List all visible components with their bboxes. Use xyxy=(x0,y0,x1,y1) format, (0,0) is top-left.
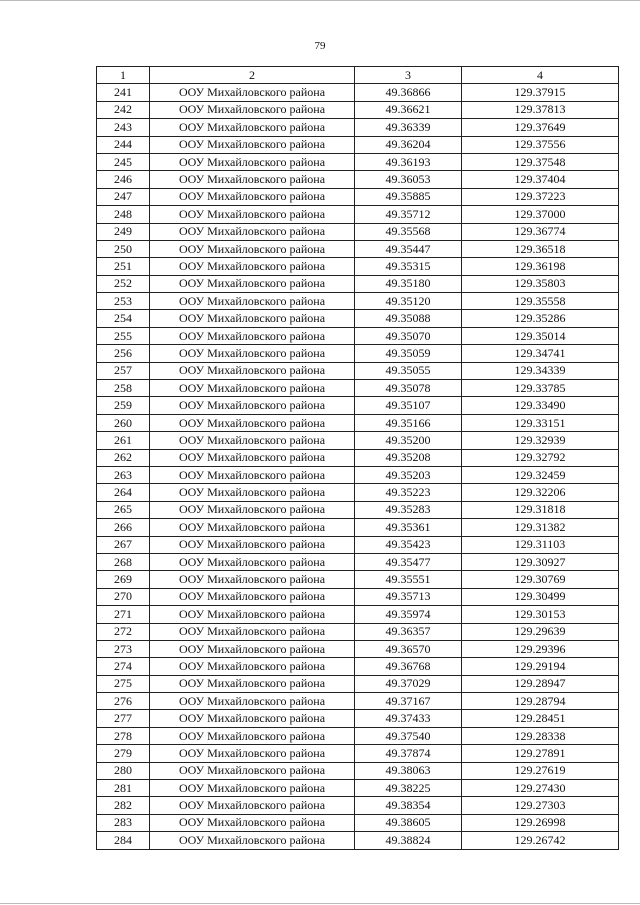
row-number-cell: 249 xyxy=(97,223,150,240)
latitude-cell: 49.38605 xyxy=(355,814,462,831)
latitude-cell: 49.36621 xyxy=(355,101,462,118)
organization-cell: ООУ Михайловского района xyxy=(150,536,355,553)
row-number-cell: 255 xyxy=(97,327,150,344)
latitude-cell: 49.35223 xyxy=(355,484,462,501)
table-row xyxy=(97,414,619,431)
organization-cell: ООУ Михайловского района xyxy=(150,119,355,136)
longitude-cell: 129.34339 xyxy=(462,362,619,379)
row-number-cell: 278 xyxy=(97,727,150,744)
table-row xyxy=(97,745,619,762)
latitude-cell: 49.38225 xyxy=(355,780,462,797)
row-number-cell: 243 xyxy=(97,119,150,136)
table-row xyxy=(97,327,619,344)
latitude-cell: 49.36570 xyxy=(355,640,462,657)
latitude-cell: 49.36204 xyxy=(355,136,462,153)
latitude-cell: 49.35120 xyxy=(355,293,462,310)
table-row xyxy=(97,571,619,588)
organization-cell: ООУ Михайловского района xyxy=(150,414,355,431)
row-number-cell: 245 xyxy=(97,153,150,170)
row-number-cell: 280 xyxy=(97,762,150,779)
table-row xyxy=(97,501,619,518)
longitude-cell: 129.28451 xyxy=(462,710,619,727)
organization-cell: ООУ Михайловского района xyxy=(150,171,355,188)
organization-cell: ООУ Михайловского района xyxy=(150,588,355,605)
organization-cell: ООУ Михайловского района xyxy=(150,136,355,153)
table-row xyxy=(97,206,619,223)
table-row xyxy=(97,223,619,240)
column-header: 1 xyxy=(97,67,150,84)
longitude-cell: 129.32459 xyxy=(462,466,619,483)
organization-cell: ООУ Михайловского района xyxy=(150,466,355,483)
longitude-cell: 129.30153 xyxy=(462,606,619,623)
latitude-cell: 49.35070 xyxy=(355,327,462,344)
latitude-cell: 49.36193 xyxy=(355,153,462,170)
row-number-cell: 263 xyxy=(97,466,150,483)
latitude-cell: 49.37540 xyxy=(355,727,462,744)
organization-cell: ООУ Михайловского района xyxy=(150,397,355,414)
scan-edge-top xyxy=(0,0,640,1)
row-number-cell: 253 xyxy=(97,293,150,310)
organization-cell: ООУ Михайловского района xyxy=(150,101,355,118)
latitude-cell: 49.35107 xyxy=(355,397,462,414)
organization-cell: ООУ Михайловского района xyxy=(150,780,355,797)
longitude-cell: 129.37000 xyxy=(462,206,619,223)
table-row xyxy=(97,101,619,118)
row-number-cell: 260 xyxy=(97,414,150,431)
longitude-cell: 129.37813 xyxy=(462,101,619,118)
latitude-cell: 49.37874 xyxy=(355,745,462,762)
organization-cell: ООУ Михайловского района xyxy=(150,223,355,240)
table-body xyxy=(97,84,619,849)
table-row xyxy=(97,814,619,831)
longitude-cell: 129.32206 xyxy=(462,484,619,501)
organization-cell: ООУ Михайловского района xyxy=(150,832,355,849)
table-row xyxy=(97,675,619,692)
organization-cell: ООУ Михайловского района xyxy=(150,275,355,292)
organization-cell: ООУ Михайловского района xyxy=(150,519,355,536)
latitude-cell: 49.37167 xyxy=(355,693,462,710)
organization-cell: ООУ Михайловского района xyxy=(150,240,355,257)
latitude-cell: 49.35166 xyxy=(355,414,462,431)
latitude-cell: 49.36357 xyxy=(355,623,462,640)
latitude-cell: 49.35712 xyxy=(355,206,462,223)
organization-cell: ООУ Михайловского района xyxy=(150,362,355,379)
latitude-cell: 49.38824 xyxy=(355,832,462,849)
latitude-cell: 49.38063 xyxy=(355,762,462,779)
table-row xyxy=(97,310,619,327)
page-number: 79 xyxy=(314,40,326,52)
row-number-cell: 246 xyxy=(97,171,150,188)
latitude-cell: 49.35551 xyxy=(355,571,462,588)
row-number-cell: 266 xyxy=(97,519,150,536)
table-row xyxy=(97,293,619,310)
longitude-cell: 129.31818 xyxy=(462,501,619,518)
row-number-cell: 275 xyxy=(97,675,150,692)
table-row xyxy=(97,275,619,292)
longitude-cell: 129.31103 xyxy=(462,536,619,553)
table-row xyxy=(97,258,619,275)
organization-cell: ООУ Михайловского района xyxy=(150,727,355,744)
longitude-cell: 129.28947 xyxy=(462,675,619,692)
organization-cell: ООУ Михайловского района xyxy=(150,640,355,657)
table-row xyxy=(97,640,619,657)
table-row xyxy=(97,397,619,414)
table-row xyxy=(97,832,619,849)
table-row xyxy=(97,171,619,188)
table-row xyxy=(97,432,619,449)
longitude-cell: 129.28338 xyxy=(462,727,619,744)
longitude-cell: 129.37223 xyxy=(462,188,619,205)
organization-cell: ООУ Михайловского района xyxy=(150,623,355,640)
organization-cell: ООУ Михайловского района xyxy=(150,762,355,779)
table-header-row xyxy=(97,67,619,84)
table-row xyxy=(97,84,619,101)
longitude-cell: 129.36198 xyxy=(462,258,619,275)
table-row xyxy=(97,188,619,205)
organization-cell: ООУ Михайловского района xyxy=(150,658,355,675)
longitude-cell: 129.29639 xyxy=(462,623,619,640)
organization-cell: ООУ Михайловского района xyxy=(150,797,355,814)
latitude-cell: 49.35447 xyxy=(355,240,462,257)
organization-cell: ООУ Михайловского района xyxy=(150,553,355,570)
latitude-cell: 49.36768 xyxy=(355,658,462,675)
table-row xyxy=(97,362,619,379)
longitude-cell: 129.35558 xyxy=(462,293,619,310)
organization-cell: ООУ Михайловского района xyxy=(150,345,355,362)
row-number-cell: 256 xyxy=(97,345,150,362)
organization-cell: ООУ Михайловского района xyxy=(150,675,355,692)
organization-cell: ООУ Михайловского района xyxy=(150,310,355,327)
table-row xyxy=(97,449,619,466)
longitude-cell: 129.34741 xyxy=(462,345,619,362)
table-row xyxy=(97,762,619,779)
organization-cell: ООУ Михайловского района xyxy=(150,84,355,101)
organization-cell: ООУ Михайловского района xyxy=(150,293,355,310)
longitude-cell: 129.32939 xyxy=(462,432,619,449)
row-number-cell: 277 xyxy=(97,710,150,727)
row-number-cell: 258 xyxy=(97,380,150,397)
table-row xyxy=(97,710,619,727)
table-row xyxy=(97,606,619,623)
row-number-cell: 242 xyxy=(97,101,150,118)
longitude-cell: 129.27619 xyxy=(462,762,619,779)
latitude-cell: 49.35180 xyxy=(355,275,462,292)
longitude-cell: 129.37649 xyxy=(462,119,619,136)
table-row xyxy=(97,623,619,640)
row-number-cell: 272 xyxy=(97,623,150,640)
column-header: 4 xyxy=(462,67,619,84)
table-row xyxy=(97,536,619,553)
table-row xyxy=(97,797,619,814)
row-number-cell: 283 xyxy=(97,814,150,831)
row-number-cell: 276 xyxy=(97,693,150,710)
row-number-cell: 254 xyxy=(97,310,150,327)
longitude-cell: 129.31382 xyxy=(462,519,619,536)
table-row xyxy=(97,693,619,710)
row-number-cell: 244 xyxy=(97,136,150,153)
latitude-cell: 49.35088 xyxy=(355,310,462,327)
longitude-cell: 129.27430 xyxy=(462,780,619,797)
latitude-cell: 49.35315 xyxy=(355,258,462,275)
table-row xyxy=(97,240,619,257)
organization-cell: ООУ Михайловского района xyxy=(150,710,355,727)
organization-cell: ООУ Михайловского района xyxy=(150,449,355,466)
scan-edge-bottom xyxy=(0,903,640,904)
longitude-cell: 129.33490 xyxy=(462,397,619,414)
latitude-cell: 49.35713 xyxy=(355,588,462,605)
row-number-cell: 248 xyxy=(97,206,150,223)
latitude-cell: 49.36866 xyxy=(355,84,462,101)
table-row xyxy=(97,727,619,744)
latitude-cell: 49.35974 xyxy=(355,606,462,623)
organization-cell: ООУ Михайловского района xyxy=(150,153,355,170)
organization-cell: ООУ Михайловского района xyxy=(150,814,355,831)
row-number-cell: 281 xyxy=(97,780,150,797)
latitude-cell: 49.36053 xyxy=(355,171,462,188)
longitude-cell: 129.36518 xyxy=(462,240,619,257)
table-row xyxy=(97,588,619,605)
longitude-cell: 129.30499 xyxy=(462,588,619,605)
row-number-cell: 267 xyxy=(97,536,150,553)
longitude-cell: 129.37548 xyxy=(462,153,619,170)
table-row xyxy=(97,345,619,362)
latitude-cell: 49.35885 xyxy=(355,188,462,205)
organization-cell: ООУ Михайловского района xyxy=(150,206,355,223)
row-number-cell: 284 xyxy=(97,832,150,849)
latitude-cell: 49.35078 xyxy=(355,380,462,397)
longitude-cell: 129.26998 xyxy=(462,814,619,831)
organization-cell: ООУ Михайловского района xyxy=(150,432,355,449)
table-row xyxy=(97,466,619,483)
organization-cell: ООУ Михайловского района xyxy=(150,606,355,623)
longitude-cell: 129.35014 xyxy=(462,327,619,344)
table-row xyxy=(97,119,619,136)
longitude-cell: 129.35803 xyxy=(462,275,619,292)
longitude-cell: 129.29396 xyxy=(462,640,619,657)
row-number-cell: 257 xyxy=(97,362,150,379)
latitude-cell: 49.37029 xyxy=(355,675,462,692)
row-number-cell: 269 xyxy=(97,571,150,588)
row-number-cell: 282 xyxy=(97,797,150,814)
longitude-cell: 129.30769 xyxy=(462,571,619,588)
table-row xyxy=(97,519,619,536)
organization-cell: ООУ Михайловского района xyxy=(150,188,355,205)
coordinates-table xyxy=(96,66,619,850)
longitude-cell: 129.30927 xyxy=(462,553,619,570)
row-number-cell: 268 xyxy=(97,553,150,570)
row-number-cell: 270 xyxy=(97,588,150,605)
table-row xyxy=(97,380,619,397)
row-number-cell: 251 xyxy=(97,258,150,275)
organization-cell: ООУ Михайловского района xyxy=(150,327,355,344)
table-row xyxy=(97,153,619,170)
longitude-cell: 129.35286 xyxy=(462,310,619,327)
longitude-cell: 129.37404 xyxy=(462,171,619,188)
row-number-cell: 247 xyxy=(97,188,150,205)
longitude-cell: 129.37915 xyxy=(462,84,619,101)
longitude-cell: 129.37556 xyxy=(462,136,619,153)
organization-cell: ООУ Михайловского района xyxy=(150,693,355,710)
organization-cell: ООУ Михайловского района xyxy=(150,571,355,588)
row-number-cell: 273 xyxy=(97,640,150,657)
latitude-cell: 49.36339 xyxy=(355,119,462,136)
organization-cell: ООУ Михайловского района xyxy=(150,380,355,397)
row-number-cell: 250 xyxy=(97,240,150,257)
longitude-cell: 129.33785 xyxy=(462,380,619,397)
latitude-cell: 49.35423 xyxy=(355,536,462,553)
longitude-cell: 129.29194 xyxy=(462,658,619,675)
row-number-cell: 279 xyxy=(97,745,150,762)
organization-cell: ООУ Михайловского района xyxy=(150,484,355,501)
latitude-cell: 49.35568 xyxy=(355,223,462,240)
table-row xyxy=(97,658,619,675)
longitude-cell: 129.36774 xyxy=(462,223,619,240)
row-number-cell: 252 xyxy=(97,275,150,292)
longitude-cell: 129.26742 xyxy=(462,832,619,849)
longitude-cell: 129.28794 xyxy=(462,693,619,710)
latitude-cell: 49.35055 xyxy=(355,362,462,379)
organization-cell: ООУ Михайловского района xyxy=(150,258,355,275)
row-number-cell: 265 xyxy=(97,501,150,518)
organization-cell: ООУ Михайловского района xyxy=(150,745,355,762)
table-row xyxy=(97,136,619,153)
row-number-cell: 274 xyxy=(97,658,150,675)
organization-cell: ООУ Михайловского района xyxy=(150,501,355,518)
row-number-cell: 264 xyxy=(97,484,150,501)
column-header: 2 xyxy=(150,67,355,84)
latitude-cell: 49.38354 xyxy=(355,797,462,814)
table-row xyxy=(97,553,619,570)
table-row xyxy=(97,484,619,501)
latitude-cell: 49.35200 xyxy=(355,432,462,449)
latitude-cell: 49.37433 xyxy=(355,710,462,727)
longitude-cell: 129.27303 xyxy=(462,797,619,814)
table-row xyxy=(97,780,619,797)
longitude-cell: 129.32792 xyxy=(462,449,619,466)
row-number-cell: 241 xyxy=(97,84,150,101)
longitude-cell: 129.27891 xyxy=(462,745,619,762)
latitude-cell: 49.35477 xyxy=(355,553,462,570)
latitude-cell: 49.35203 xyxy=(355,466,462,483)
latitude-cell: 49.35361 xyxy=(355,519,462,536)
row-number-cell: 271 xyxy=(97,606,150,623)
row-number-cell: 262 xyxy=(97,449,150,466)
latitude-cell: 49.35283 xyxy=(355,501,462,518)
row-number-cell: 261 xyxy=(97,432,150,449)
latitude-cell: 49.35208 xyxy=(355,449,462,466)
row-number-cell: 259 xyxy=(97,397,150,414)
latitude-cell: 49.35059 xyxy=(355,345,462,362)
longitude-cell: 129.33151 xyxy=(462,414,619,431)
column-header: 3 xyxy=(355,67,462,84)
